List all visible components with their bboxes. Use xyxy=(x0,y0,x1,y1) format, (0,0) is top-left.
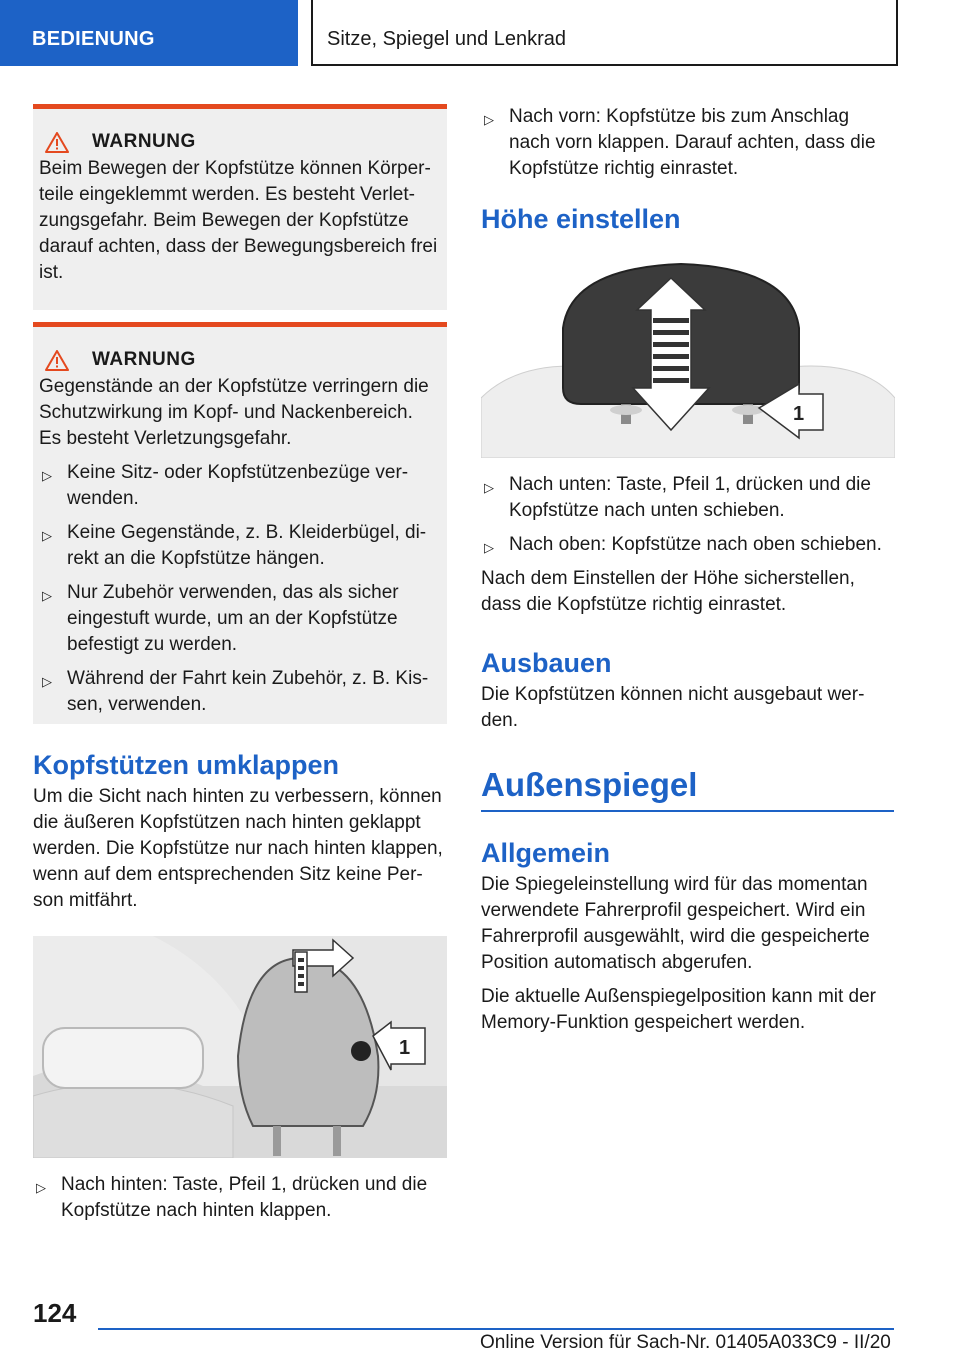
triangle-bullet-icon: ▷ xyxy=(42,588,52,603)
headrest-height-figure xyxy=(481,258,895,458)
umklappen-list-cont xyxy=(481,104,894,182)
right-column xyxy=(481,104,894,1036)
ausbauen-text: Die Kopfstützen können nicht ausgebaut wer-den. xyxy=(481,684,865,731)
footer-rule xyxy=(98,1328,894,1330)
left-column xyxy=(33,104,447,1232)
chapter-header xyxy=(311,0,898,66)
umklappen-text: Um die Sicht nach hinten zu verbessern, können die äußeren Kopfstützen nach hinten geklappt werden. Die Kopfstütze nur nach hinten klappen, wenn auf dem entsprechenden Sitz keine Per-son mitfährt. xyxy=(33,786,443,911)
section-heading-hoehe: Höhe einstellen xyxy=(481,204,681,234)
warning-text: Beim Bewegen der Kopfstütze können Körper-teile eingeklemmt werden. Es besteht Verlet-zungsgefahr. Beim Bewegen der Kopfstütze darauf achten, dass der Bewegungsbereich frei ist. xyxy=(39,158,438,283)
warning-triangle-icon xyxy=(45,350,69,371)
list-item: ▷ Nur Zubehör verwenden, das als sicher eingestuft wurde, um an der Kopfstütze befestigt zu werden. xyxy=(42,582,399,655)
page-number: 124 xyxy=(33,1298,77,1328)
triangle-bullet-icon: ▷ xyxy=(484,112,494,127)
section-tab xyxy=(0,0,298,66)
warning-title: WARNUNG xyxy=(92,131,196,152)
warning-box-1 xyxy=(33,104,447,310)
warning-triangle-icon xyxy=(45,132,69,153)
warning-box-2 xyxy=(33,322,447,724)
section-heading-allgemein: Allgemein xyxy=(481,838,611,868)
warning-text: Gegenstände an der Kopfstütze verringern die Schutzwirkung im Kopf- und Nackenbereich. Es besteht Verletzungsgefahr. xyxy=(39,376,429,449)
heading-rule xyxy=(481,810,894,812)
footer-version: Online Version für Sach-Nr. 01405A033C9 - II/20 xyxy=(480,1332,891,1353)
umklappen-list xyxy=(33,1172,447,1224)
warning-title: WARNUNG xyxy=(92,349,196,370)
figure-callout-1: 1 xyxy=(793,403,805,425)
list-item: ▷ Keine Gegenstände, z. B. Kleiderbügel, di-rekt an die Kopfstütze hängen. xyxy=(42,522,427,569)
list-item: ▷ Während der Fahrt kein Zubehör, z. B. Kis-sen, verwenden. xyxy=(42,668,429,715)
list-item: ▷ Keine Sitz- oder Kopfstützenbezüge ver-wenden. xyxy=(42,462,409,509)
figure-callout-1: 1 xyxy=(399,1037,411,1059)
section-title: BEDIENUNG xyxy=(32,28,155,50)
list-item: ▷ Nach vorn: Kopfstütze bis zum Anschlag nach vorn klappen. Darauf achten, dass die Kopfstütze richtig einrastet. xyxy=(484,106,876,179)
section-heading-umklappen: Kopfstützen umklappen xyxy=(33,750,340,780)
warning-header xyxy=(39,349,439,371)
warning-header xyxy=(39,131,439,153)
allgemein-text-2: Die aktuelle Außenspiegelposition kann mit der Memory-Funktion gespeichert werden. xyxy=(481,986,877,1033)
section-heading-ausbauen: Ausbauen xyxy=(481,648,612,678)
triangle-bullet-icon: ▷ xyxy=(484,540,494,555)
hoehe-text: Nach dem Einstellen der Höhe sicherstellen, dass die Kopfstütze richtig einrastet. xyxy=(481,568,855,615)
triangle-bullet-icon: ▷ xyxy=(42,468,52,483)
triangle-bullet-icon: ▷ xyxy=(42,528,52,543)
warning-list xyxy=(39,460,439,718)
list-item: ▷ Nach hinten: Taste, Pfeil 1, drücken und die Kopfstütze nach hinten klappen. xyxy=(36,1174,428,1221)
allgemein-text-1: Die Spiegeleinstellung wird für das momentan verwendete Fahrerprofil gespeichert. Wird ein Fahrerprofil ausgewählt, wird die gespeicherte Position automatisch abgerufen. xyxy=(481,874,870,973)
list-item: ▷ Nach unten: Taste, Pfeil 1, drücken und die Kopfstütze nach unten schieben. xyxy=(484,474,871,521)
triangle-bullet-icon: ▷ xyxy=(36,1180,46,1195)
hoehe-list xyxy=(481,472,894,558)
chapter-title: Sitze, Spiegel und Lenkrad xyxy=(327,28,567,50)
triangle-bullet-icon: ▷ xyxy=(484,480,494,495)
list-item: ▷ Nach oben: Kopfstütze nach oben schieben. xyxy=(481,532,894,558)
chapter-heading-aussenspiegel: Außenspiegel xyxy=(481,766,698,803)
headrest-fold-figure xyxy=(33,936,447,1158)
triangle-bullet-icon: ▷ xyxy=(42,674,52,689)
